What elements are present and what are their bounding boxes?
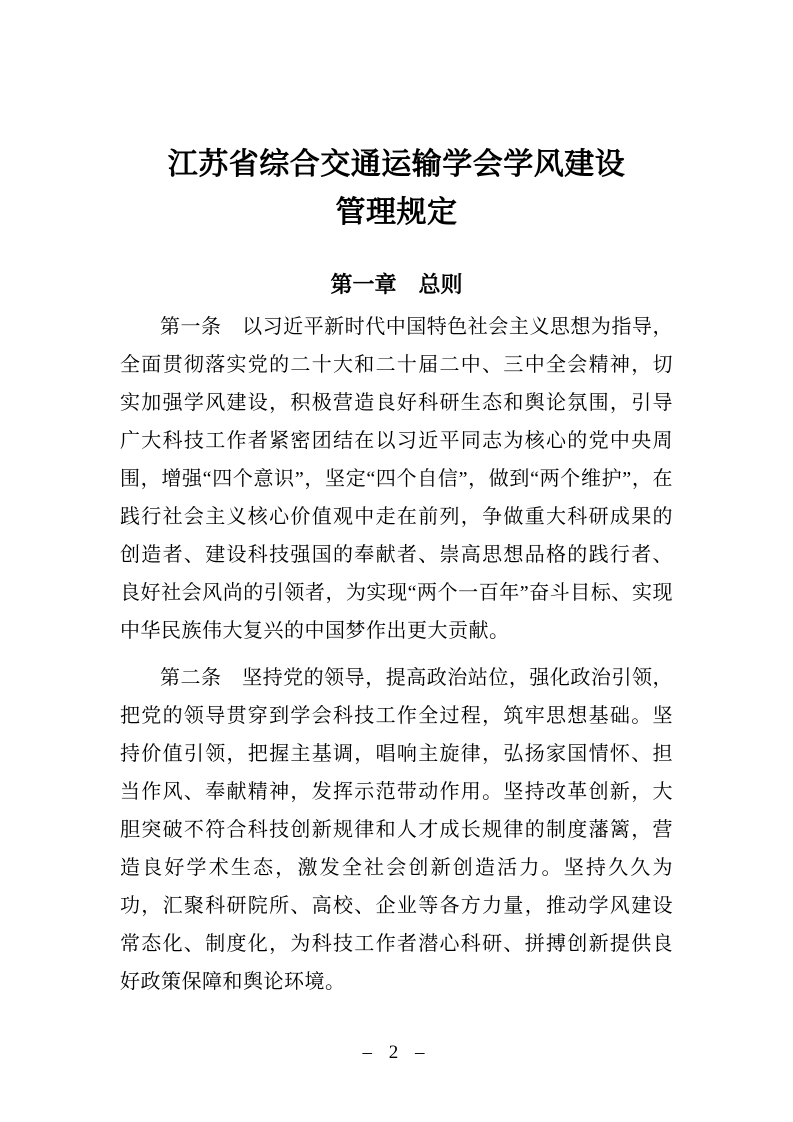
document-title-line2: 管理规定: [335, 196, 458, 229]
page-number: – 2 –: [362, 1042, 431, 1063]
chapter-heading: 第一章 总则: [330, 272, 463, 297]
paragraph-article-1: 第一条 以习近平新时代中国特色社会主义思想为指导，全面贯彻落实党的二十大和二十届二中、三中全会精神，切实加强学风建设，积极营造良好科研生态和舆论氛围，引导广大科技工作者紧密团结在以习近平同志为核心的党中央周围，增强“四个意识”，坚定“四个自信”，做到“两个维护”，在践行社会主义核心价值观中走在前列，争做重大科研成果的创造者、建设科技强国的奉献者、崇高思想品格的践行者、良好社会风尚的引领者，为实现“两个一百年”奋斗目标、实现中华民族伟大复兴的中国梦作出更大贡献。: [120, 316, 673, 642]
document-body: [120, 308, 673, 1001]
paragraph-article-2: 第二条 坚持党的领导，提高政治站位，强化政治引领，把党的领导贯穿到学会科技工作全过程，筑牢思想基础。坚持价值引领，把握主基调，唱响主旋律，弘扬家国情怀、担当作风、奉献精神，发挥示范带动作用。坚持改革创新，大胆突破不符合科技创新规律和人才成长规律的制度藩篱，营造良好学术生态，激发全社会创新创造活力。坚持久久为功，汇聚科研院所、高校、企业等各方力量，推动学风建设常态化、制度化，为科技工作者潜心科研、拼搏创新提供良好政策保障和舆论环境。: [120, 667, 673, 993]
document-title: [0, 0, 793, 237]
document-title-line1: 江苏省综合交通运输学会学风建设: [167, 148, 626, 181]
page-footer: [0, 1042, 793, 1064]
